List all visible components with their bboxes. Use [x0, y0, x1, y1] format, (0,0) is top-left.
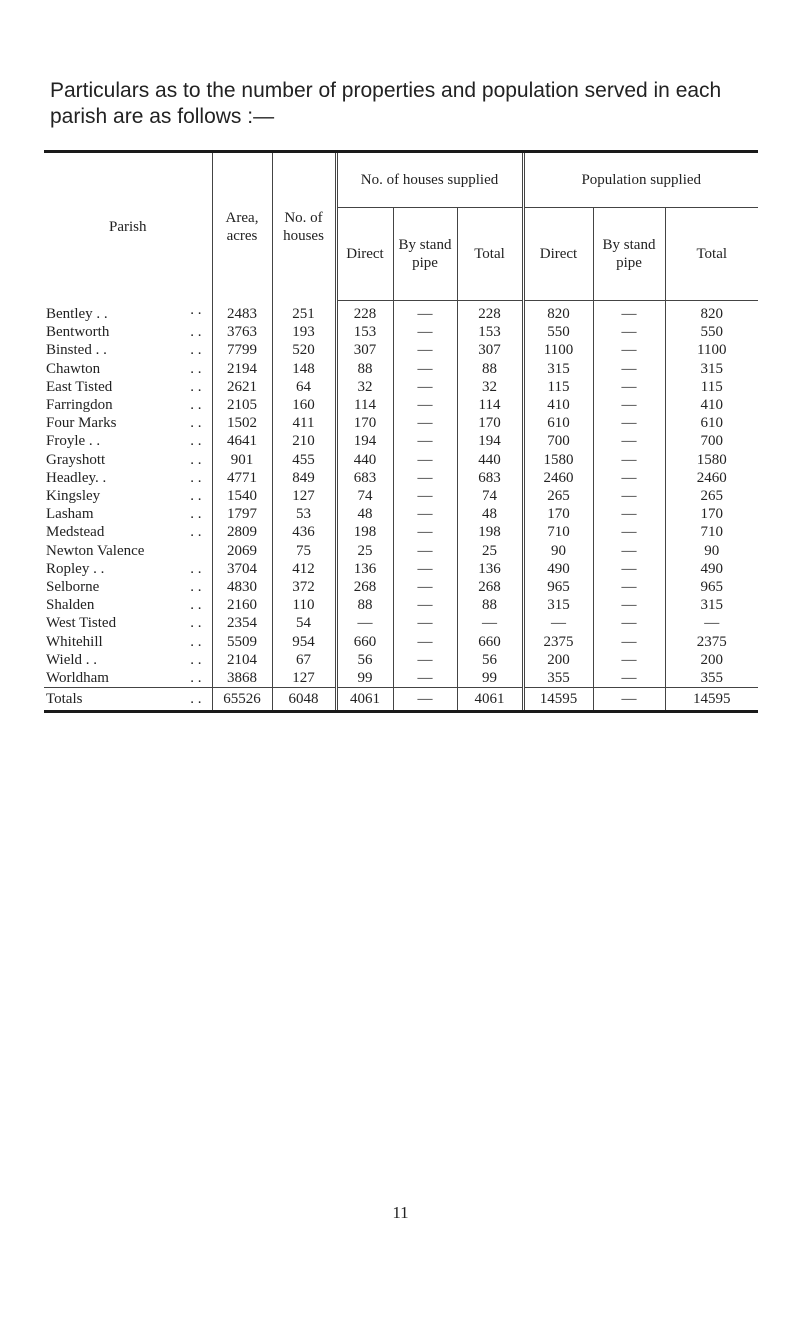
header-houses-supplied: No. of houses supplied [336, 153, 523, 208]
cell-houses-standpipe: — [393, 523, 457, 541]
cell-population-standpipe: — [593, 578, 665, 596]
table-row [44, 542, 758, 560]
parish-name: Whitehill [46, 633, 103, 650]
cell-area: 5509 [212, 633, 272, 651]
table-row [44, 301, 758, 324]
cell-houses: 53 [272, 505, 336, 523]
cell-population-standpipe: — [593, 414, 665, 432]
totals-population-total: 14595 [665, 688, 758, 711]
cell-population-standpipe: — [593, 378, 665, 396]
leader-dots: . . [190, 524, 202, 541]
cell-area: 2104 [212, 651, 272, 669]
header-area: Area, acres [212, 153, 272, 301]
cell-population-direct: 820 [523, 301, 593, 324]
cell-houses-total: 32 [457, 378, 523, 396]
cell-area: 3763 [212, 323, 272, 341]
cell-houses-direct: 88 [336, 360, 393, 378]
cell-population-direct: 315 [523, 596, 593, 614]
parish-name: Newton Valence [46, 542, 145, 559]
cell-houses: 520 [272, 341, 336, 359]
cell-population-standpipe: — [593, 469, 665, 487]
cell-houses-standpipe: — [393, 542, 457, 560]
parish-cell [44, 596, 212, 614]
cell-houses-total: 88 [457, 596, 523, 614]
cell-houses-total: — [457, 614, 523, 632]
cell-houses: 251 [272, 301, 336, 324]
cell-population-standpipe: — [593, 651, 665, 669]
cell-houses-standpipe: — [393, 451, 457, 469]
parish-cell [44, 341, 212, 359]
table-row [44, 633, 758, 651]
cell-houses: 411 [272, 414, 336, 432]
parish-name: East Tisted [46, 378, 113, 395]
leader-dots: . . [190, 433, 202, 450]
cell-houses-standpipe: — [393, 360, 457, 378]
cell-population-total: 315 [665, 360, 758, 378]
cell-houses: 64 [272, 378, 336, 396]
cell-area: 4771 [212, 469, 272, 487]
parish-name: Farringdon [46, 397, 113, 414]
cell-houses-total: 74 [457, 487, 523, 505]
cell-houses-direct: — [336, 614, 393, 632]
cell-population-direct: 965 [523, 578, 593, 596]
cell-population-standpipe: — [593, 451, 665, 469]
cell-houses-standpipe: — [393, 487, 457, 505]
intro-paragraph: Particulars as to the number of properties and population served in each parish are as follows :— [50, 79, 722, 128]
parish-name: Binsted . . [46, 342, 107, 359]
cell-population-total: 410 [665, 396, 758, 414]
cell-houses-standpipe: — [393, 341, 457, 359]
cell-population-standpipe: — [593, 596, 665, 614]
cell-houses-total: 136 [457, 560, 523, 578]
parish-cell [44, 669, 212, 688]
cell-houses-standpipe: — [393, 669, 457, 688]
cell-houses-standpipe: — [393, 469, 457, 487]
cell-houses-standpipe: — [393, 414, 457, 432]
cell-area: 1502 [212, 414, 272, 432]
cell-population-standpipe: — [593, 323, 665, 341]
header-population-direct: Direct [523, 208, 593, 301]
cell-houses-total: 440 [457, 451, 523, 469]
cell-area: 2809 [212, 523, 272, 541]
leader-dots: . . [190, 378, 202, 395]
cell-houses-direct: 25 [336, 542, 393, 560]
table-row [44, 651, 758, 669]
table-row [44, 432, 758, 450]
leader-dots: . . [190, 451, 202, 468]
table-row [44, 414, 758, 432]
cell-houses-total: 56 [457, 651, 523, 669]
parish-cell [44, 414, 212, 432]
cell-houses-direct: 198 [336, 523, 393, 541]
leader-dots: . . [190, 670, 202, 687]
totals-label-cell [44, 688, 212, 711]
cell-houses-direct: 136 [336, 560, 393, 578]
table-row [44, 578, 758, 596]
parish-name: Four Marks [46, 415, 117, 432]
parish-name: Worldham [46, 670, 109, 687]
cell-houses: 455 [272, 451, 336, 469]
cell-houses-total: 228 [457, 301, 523, 324]
parish-cell [44, 451, 212, 469]
cell-population-standpipe: — [593, 633, 665, 651]
cell-houses-total: 99 [457, 669, 523, 688]
cell-population-direct: 265 [523, 487, 593, 505]
cell-houses-total: 25 [457, 542, 523, 560]
cell-population-total: 550 [665, 323, 758, 341]
parish-cell [44, 469, 212, 487]
table-row [44, 560, 758, 578]
totals-label: Totals [46, 691, 83, 708]
cell-population-standpipe: — [593, 396, 665, 414]
parish-cell [44, 523, 212, 541]
cell-houses-direct: 660 [336, 633, 393, 651]
cell-houses: 160 [272, 396, 336, 414]
cell-population-direct: 1580 [523, 451, 593, 469]
cell-population-standpipe: — [593, 669, 665, 688]
cell-houses: 436 [272, 523, 336, 541]
cell-population-standpipe: — [593, 560, 665, 578]
cell-population-direct: 315 [523, 360, 593, 378]
cell-population-total: 355 [665, 669, 758, 688]
cell-houses-standpipe: — [393, 301, 457, 324]
cell-population-direct: 490 [523, 560, 593, 578]
cell-houses-total: 268 [457, 578, 523, 596]
cell-houses-direct: 32 [336, 378, 393, 396]
totals-population-standpipe: — [593, 688, 665, 711]
table-row [44, 614, 758, 632]
header-houses: No. of houses [272, 153, 336, 301]
cell-houses-total: 307 [457, 341, 523, 359]
cell-houses-total: 683 [457, 469, 523, 487]
parish-name: Bentworth [46, 324, 110, 341]
parish-name: Lasham [46, 506, 94, 523]
cell-area: 4830 [212, 578, 272, 596]
parish-cell [44, 323, 212, 341]
cell-houses: 67 [272, 651, 336, 669]
cell-houses-direct: 268 [336, 578, 393, 596]
cell-area: 2105 [212, 396, 272, 414]
cell-area: 2354 [212, 614, 272, 632]
cell-area: 2483 [212, 301, 272, 324]
cell-houses-total: 170 [457, 414, 523, 432]
leader-dots: . . [190, 597, 202, 614]
cell-houses-standpipe: — [393, 578, 457, 596]
leader-dots: . . [190, 506, 202, 523]
cell-population-direct: 2375 [523, 633, 593, 651]
leader-dots: . . [190, 560, 202, 577]
cell-population-total: 115 [665, 378, 758, 396]
cell-houses-direct: 440 [336, 451, 393, 469]
cell-houses-direct: 48 [336, 505, 393, 523]
cell-houses-direct: 114 [336, 396, 393, 414]
table-row [44, 323, 758, 341]
cell-houses-standpipe: — [393, 396, 457, 414]
cell-houses: 412 [272, 560, 336, 578]
leader-dots: . . [190, 301, 202, 318]
cell-houses-direct: 88 [336, 596, 393, 614]
cell-population-total: 710 [665, 523, 758, 541]
parish-cell [44, 432, 212, 450]
cell-houses-standpipe: — [393, 323, 457, 341]
table-row [44, 596, 758, 614]
cell-population-standpipe: — [593, 301, 665, 324]
cell-population-standpipe: — [593, 432, 665, 450]
parish-name: Kingsley [46, 488, 101, 505]
cell-houses-total: 198 [457, 523, 523, 541]
parish-cell [44, 578, 212, 596]
leader-dots: . . [190, 579, 202, 596]
cell-houses-standpipe: — [393, 596, 457, 614]
cell-area: 1540 [212, 487, 272, 505]
cell-population-total: 265 [665, 487, 758, 505]
cell-population-total: 700 [665, 432, 758, 450]
cell-population-direct: 1100 [523, 341, 593, 359]
cell-population-direct: 550 [523, 323, 593, 341]
cell-population-total: 2460 [665, 469, 758, 487]
cell-houses: 372 [272, 578, 336, 596]
cell-houses-direct: 228 [336, 301, 393, 324]
cell-houses-total: 194 [457, 432, 523, 450]
cell-houses-direct: 683 [336, 469, 393, 487]
table-row [44, 487, 758, 505]
totals-row [44, 688, 758, 711]
table-row [44, 505, 758, 523]
cell-houses: 127 [272, 487, 336, 505]
cell-population-total: 1580 [665, 451, 758, 469]
cell-population-standpipe: — [593, 614, 665, 632]
parish-name: Ropley . . [46, 560, 105, 577]
header-houses-standpipe: By stand pipe [393, 208, 457, 301]
parish-cell [44, 505, 212, 523]
parish-cell [44, 651, 212, 669]
cell-houses-standpipe: — [393, 560, 457, 578]
cell-population-direct: 355 [523, 669, 593, 688]
cell-population-direct: 200 [523, 651, 593, 669]
table-row [44, 469, 758, 487]
parish-name: Grayshott [46, 451, 106, 468]
leader-dots: . . [190, 324, 202, 341]
parish-name: West Tisted [46, 615, 117, 632]
leader-dots: . . [190, 615, 202, 632]
parish-cell [44, 487, 212, 505]
leader-dots: . . [190, 651, 202, 668]
cell-houses-direct: 194 [336, 432, 393, 450]
table-row [44, 396, 758, 414]
header-population-supplied: Population supplied [523, 153, 758, 208]
cell-houses: 127 [272, 669, 336, 688]
parish-cell [44, 301, 212, 324]
parish-name: Wield . . [46, 651, 98, 668]
table-row [44, 341, 758, 359]
table-body [44, 301, 758, 688]
leader-dots: . . [190, 469, 202, 486]
cell-houses-standpipe: — [393, 633, 457, 651]
cell-area: 2621 [212, 378, 272, 396]
totals-area: 65526 [212, 688, 272, 711]
cell-population-total: — [665, 614, 758, 632]
table-row [44, 360, 758, 378]
leader-dots: . . [190, 397, 202, 414]
cell-houses-total: 88 [457, 360, 523, 378]
cell-area: 7799 [212, 341, 272, 359]
cell-population-direct: 2460 [523, 469, 593, 487]
cell-population-direct: — [523, 614, 593, 632]
header-population-total: Total [665, 208, 758, 301]
cell-houses-total: 660 [457, 633, 523, 651]
cell-population-direct: 90 [523, 542, 593, 560]
header-houses-total: Total [457, 208, 523, 301]
cell-houses: 148 [272, 360, 336, 378]
leader-dots: . . [190, 342, 202, 359]
cell-population-total: 820 [665, 301, 758, 324]
cell-houses: 54 [272, 614, 336, 632]
parish-cell [44, 633, 212, 651]
parish-name: Medstead [46, 524, 105, 541]
cell-population-direct: 115 [523, 378, 593, 396]
cell-houses: 110 [272, 596, 336, 614]
cell-houses-direct: 307 [336, 341, 393, 359]
cell-population-standpipe: — [593, 542, 665, 560]
cell-houses-direct: 56 [336, 651, 393, 669]
page-number: 11 [392, 1203, 409, 1222]
cell-houses: 849 [272, 469, 336, 487]
cell-population-standpipe: — [593, 341, 665, 359]
cell-area: 2069 [212, 542, 272, 560]
parish-cell [44, 614, 212, 632]
cell-population-direct: 610 [523, 414, 593, 432]
cell-houses-standpipe: — [393, 651, 457, 669]
cell-houses: 954 [272, 633, 336, 651]
totals-population-direct: 14595 [523, 688, 593, 711]
cell-houses-standpipe: — [393, 614, 457, 632]
cell-houses-direct: 153 [336, 323, 393, 341]
cell-area: 3868 [212, 669, 272, 688]
cell-houses: 193 [272, 323, 336, 341]
cell-population-total: 965 [665, 578, 758, 596]
cell-population-total: 170 [665, 505, 758, 523]
parish-cell [44, 560, 212, 578]
header-parish: Parish [109, 218, 147, 235]
parish-cell [44, 360, 212, 378]
cell-houses-direct: 74 [336, 487, 393, 505]
table-row [44, 669, 758, 688]
cell-population-standpipe: — [593, 487, 665, 505]
parish-cell [44, 542, 212, 560]
leader-dots: . . [190, 488, 202, 505]
cell-population-standpipe: — [593, 523, 665, 541]
cell-houses: 210 [272, 432, 336, 450]
header-population-standpipe: By stand pipe [593, 208, 665, 301]
totals-houses: 6048 [272, 688, 336, 711]
cell-area: 2160 [212, 596, 272, 614]
totals-houses-total: 4061 [457, 688, 523, 711]
leader-dots: . . [190, 633, 202, 650]
cell-population-total: 200 [665, 651, 758, 669]
cell-houses: 75 [272, 542, 336, 560]
cell-population-total: 490 [665, 560, 758, 578]
cell-population-direct: 710 [523, 523, 593, 541]
cell-houses-standpipe: — [393, 505, 457, 523]
table-row [44, 523, 758, 541]
cell-area: 3704 [212, 560, 272, 578]
cell-houses-direct: 99 [336, 669, 393, 688]
cell-population-direct: 410 [523, 396, 593, 414]
parish-name: Selborne [46, 579, 100, 596]
cell-area: 1797 [212, 505, 272, 523]
parish-table [44, 153, 758, 710]
totals-houses-standpipe: — [393, 688, 457, 711]
parish-name: Bentley . . [46, 305, 108, 322]
totals-dots: . . [190, 691, 202, 708]
header-houses-direct: Direct [336, 208, 393, 301]
cell-area: 2194 [212, 360, 272, 378]
parish-cell [44, 378, 212, 396]
table-row [44, 378, 758, 396]
parish-name: Froyle . . [46, 433, 101, 450]
table-row [44, 451, 758, 469]
leader-dots: . . [190, 415, 202, 432]
parish-cell [44, 396, 212, 414]
cell-population-total: 610 [665, 414, 758, 432]
cell-population-total: 1100 [665, 341, 758, 359]
cell-population-direct: 700 [523, 432, 593, 450]
cell-houses-standpipe: — [393, 378, 457, 396]
cell-houses-standpipe: — [393, 432, 457, 450]
cell-population-standpipe: — [593, 360, 665, 378]
cell-population-total: 90 [665, 542, 758, 560]
cell-houses-direct: 170 [336, 414, 393, 432]
cell-houses-total: 114 [457, 396, 523, 414]
parish-name: Headley. . [46, 469, 107, 486]
cell-area: 4641 [212, 432, 272, 450]
cell-population-direct: 170 [523, 505, 593, 523]
cell-houses-total: 153 [457, 323, 523, 341]
leader-dots: . . [190, 360, 202, 377]
parish-name: Chawton [46, 360, 101, 377]
cell-population-total: 315 [665, 596, 758, 614]
cell-population-total: 2375 [665, 633, 758, 651]
cell-population-standpipe: — [593, 505, 665, 523]
cell-houses-total: 48 [457, 505, 523, 523]
parish-name: Shalden [46, 597, 95, 614]
parish-table-wrapper [44, 150, 758, 713]
cell-area: 901 [212, 451, 272, 469]
totals-houses-direct: 4061 [336, 688, 393, 711]
